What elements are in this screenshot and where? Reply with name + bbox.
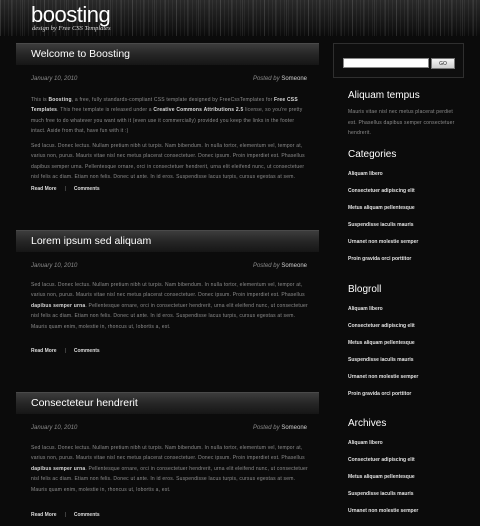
post-byline: [253, 425, 307, 431]
post-links: [31, 186, 100, 192]
posted-by-label: Posted by: [252, 425, 280, 431]
blogroll-link[interactable]: Metus aliquam pellentesque: [348, 340, 415, 346]
post-links: [31, 512, 100, 518]
category-link[interactable]: Consectetuer adipiscing elit: [348, 188, 415, 194]
site-tagline: design by Free CSS Templates: [32, 25, 111, 32]
blogroll-link[interactable]: Proin gravida orci porttitor: [348, 391, 412, 397]
post-title[interactable]: Lorem ipsum sed aliquam: [31, 235, 152, 247]
link-separator: |: [64, 186, 66, 192]
post-body: Sed lacus. Donec lectus. Nullam pretium nibh ut turpis. Nam bibendum. In nulla tortor, elementum vel, tempor at, varius non, purus. Mauris vitae nisl nec metus placerat consectetuer. Donec ipsum. Proin imperdiet est. Phasellus dapibus semper urna. Pellentesque ornare, orci in consectetuer hendrerit, urna elit eleifend nunc, ut consectetuer nisl felis ac diam. Etiam non felis. Donec ut ante. In id eros. Suspendisse lacus turpis, cursus egestas at sem.: [31, 143, 305, 181]
search-go-button[interactable]: GO: [431, 58, 455, 69]
link-separator: |: [64, 348, 66, 354]
about-text: Mauris vitae nisl nec metus placerat perdiet est. Phasellus dapibus semper consectetuer hendrerit.: [348, 109, 455, 136]
archive-link[interactable]: Urnanet non molestie semper: [348, 508, 419, 514]
emphasis-text: dapibus semper urna: [31, 302, 86, 309]
post-title-bar: [16, 230, 319, 252]
blogroll-link[interactable]: Urnanet non molestie semper: [348, 374, 419, 380]
post: [16, 392, 319, 526]
blogroll-list: [348, 301, 464, 403]
category-link[interactable]: Urnanet non molestie semper: [348, 239, 419, 245]
posted-by-label: Posted by: [252, 76, 280, 82]
post: [16, 43, 319, 203]
site-logo[interactable]: boosting: [31, 2, 111, 27]
emphasis-text: Boosting: [48, 97, 72, 103]
post-date: January 10, 2010: [31, 263, 78, 269]
post-author[interactable]: Someone: [281, 425, 307, 431]
post-title-bar: [16, 43, 319, 65]
blogroll-link[interactable]: Consectetuer adipiscing elit: [348, 323, 415, 329]
archive-link[interactable]: Aliquam libero: [348, 440, 383, 446]
read-more-link[interactable]: Read More: [31, 512, 57, 518]
post-byline: [253, 76, 307, 82]
search-input[interactable]: [343, 58, 429, 68]
archives-list: [348, 435, 464, 520]
about-heading: Aliquam tempus: [348, 90, 420, 101]
archives-heading: Archives: [348, 418, 387, 429]
archive-link[interactable]: Metus aliquam pellentesque: [348, 474, 415, 480]
category-link[interactable]: Aliquam libero: [348, 171, 383, 177]
post-title-bar: [16, 392, 319, 414]
comments-link[interactable]: Comments: [73, 512, 100, 518]
post-body: Sed lacus. Donec lectus. Nullam pretium nibh ut turpis. Nam bibendum. In nulla tortor, elementum vel, tempor at, varius non, purus. Mauris vitae nisl nec metus placerat consectetuer. Donec ipsum. Proin imperdiet est. Phasellus dapibus semper urna. Pellentesque ornare, orci in consectetuer hendrerit, urna elit eleifend nunc, ut consectetuer nisl felis ac diam. Etiam non felis. Donec ut ante. In id eros. Suspendisse lacus turpis, cursus egestas at sem. Mauris quam enim, molestie in, rhoncus ut, lobortis a, est.: [31, 282, 308, 330]
blogroll-heading: Blogroll: [348, 284, 382, 295]
post-links: [31, 348, 100, 354]
comments-link[interactable]: Comments: [73, 348, 100, 354]
blogroll-link[interactable]: Aliquam libero: [348, 306, 383, 312]
post-byline: [253, 263, 307, 269]
categories-heading: Categories: [348, 149, 397, 160]
category-link[interactable]: Suspendisse iaculis mauris: [348, 222, 414, 228]
category-link[interactable]: Proin gravida orci porttitor: [348, 256, 412, 262]
post: [16, 230, 319, 365]
read-more-link[interactable]: Read More: [31, 348, 57, 354]
post-body-intro: This is Boosting, a free, fully standards-compliant CSS template designed by FreeCssTemplates for Free CSS Templates. This free template is released under a Creative Commons Attributions 2.5 license, so you're pretty much free to do whatever you want with it (even use it commercially) provided you keep the links in the footer intact. Aside from that, have fun with it :): [31, 97, 303, 135]
search-box: [333, 43, 464, 78]
post-author[interactable]: Someone: [281, 76, 307, 82]
link-separator: |: [64, 512, 66, 518]
read-more-link[interactable]: Read More: [31, 186, 57, 192]
post-author[interactable]: Someone: [281, 263, 307, 269]
post-title[interactable]: Welcome to Boosting: [31, 48, 131, 60]
comments-link[interactable]: Comments: [73, 186, 100, 192]
emphasis-text: Free CSS Templates: [31, 97, 298, 114]
post-date: January 10, 2010: [31, 425, 78, 431]
emphasis-text: Creative Commons Attributions 2.5: [153, 107, 244, 114]
category-link[interactable]: Metus aliquam pellentesque: [348, 205, 415, 211]
archive-link[interactable]: Suspendisse iaculis mauris: [348, 491, 414, 497]
post-date: January 10, 2010: [31, 76, 78, 82]
post-body: Sed lacus. Donec lectus. Nullam pretium nibh ut turpis. Nam bibendum. In nulla tortor, elementum vel, tempor at, varius non, purus. Mauris vitae nisl nec metus placerat consectetuer. Donec ipsum. Proin imperdiet est. Phasellus dapibus semper urna. Pellentesque ornare, orci in consectetuer hendrerit, urna elit eleifend nunc, ut consectetuer nisl felis ac diam. Etiam non felis. Donec ut ante. In id eros. Suspendisse lacus turpis, cursus egestas at sem. Mauris quam enim, molestie in, rhoncus ut, lobortis a, est.: [31, 445, 308, 493]
categories-list: [348, 166, 464, 268]
archive-link[interactable]: Consectetuer adipiscing elit: [348, 457, 415, 463]
post-title[interactable]: Consecteteur hendrerit: [31, 397, 138, 409]
site-header: [0, 0, 480, 36]
blogroll-link[interactable]: Suspendisse iaculis mauris: [348, 357, 414, 363]
posted-by-label: Posted by: [252, 263, 280, 269]
emphasis-text: dapibus semper urna: [31, 465, 86, 472]
